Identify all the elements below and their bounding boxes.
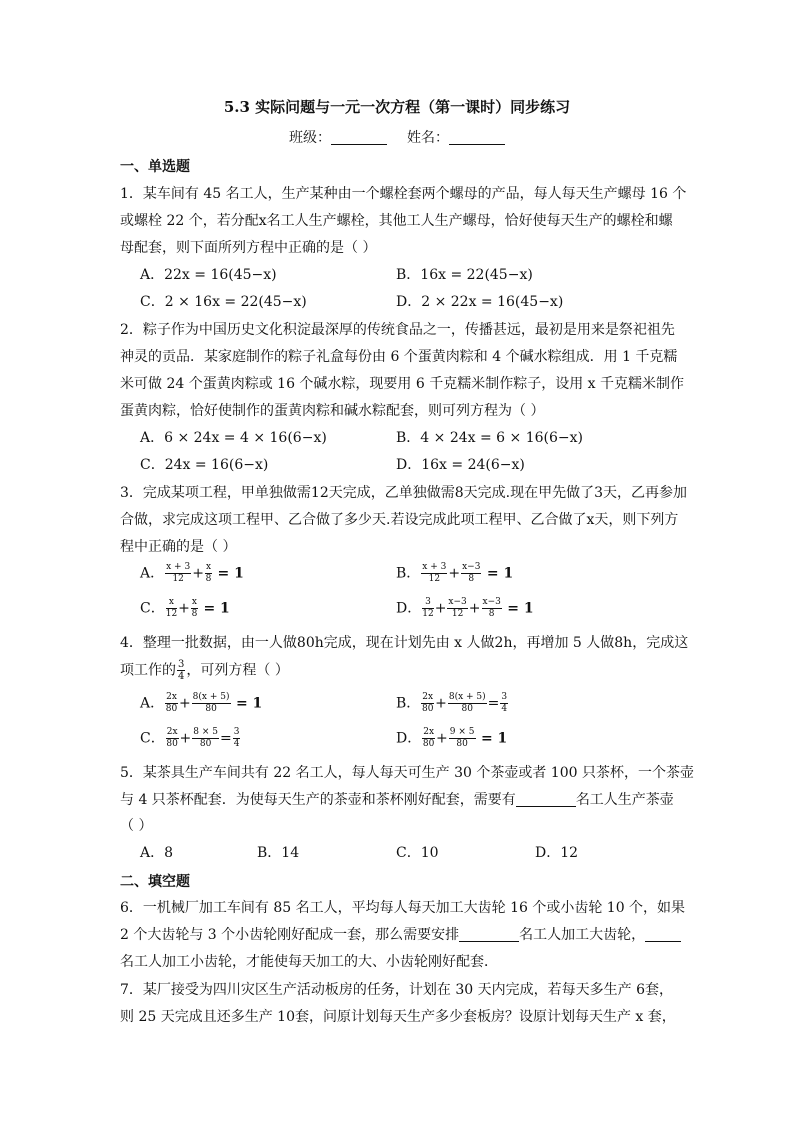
q1-line: 或螺栓 22 个，若分配x名工人生产螺栓，其他工人生产螺母，恰好使每天生产的螺栓和螺	[120, 213, 673, 229]
fraction: $\frac{8(x + 5)}{80}$	[192, 692, 230, 714]
q2-line: 蛋黄肉粽，恰好使制作的蛋黄肉粽和碱水粽配套，则可列方程为（ ）	[120, 403, 545, 419]
q4-option-d[interactable]: D． $\frac{2x}{80}$ + $\frac{9 \times 5}{80}$ = 1	[396, 727, 508, 749]
class-blank[interactable]	[331, 130, 387, 145]
q3-line: 合做，求完成这项工程甲、乙合做了多少天.若设完成此项工程甲、乙合做了x天，则下列方	[120, 512, 679, 528]
option-label: D．	[396, 600, 422, 617]
q3-option-a[interactable]: A． $\frac{x + 3}{12}$ + $\frac{x}{8}$ = 1	[140, 562, 244, 584]
fraction: $\frac{3}{4}$	[233, 727, 240, 749]
q3-option-d[interactable]: D． $\frac{3}{12}$ + $\frac{x-3}{12}$ + $\frac{x-3}{8}$ = 1	[396, 597, 534, 619]
section-single-choice: 一、单选题	[120, 159, 190, 175]
q1-option-b[interactable]: B．16x = 22(45−x)	[396, 267, 533, 283]
fraction: $\frac{x}{12}$	[165, 597, 178, 619]
q1-option-c[interactable]: C．2 × 16x = 22(45−x)	[140, 294, 307, 310]
fraction: $\frac{3}{12}$	[422, 597, 434, 619]
option-label: C．	[140, 730, 165, 747]
q3-option-b[interactable]: B． $\frac{x + 3}{12}$ + $\frac{x-3}{8}$ = 1	[396, 562, 514, 584]
q1-line: 1．某车间有 45 名工人，生产某种由一个螺栓套两个螺母的产品，每人每天生产螺母 16 个	[120, 186, 687, 202]
q5-option-d[interactable]: D．12	[535, 845, 579, 861]
q2-option-a[interactable]: A．6 × 24x = 4 × 16(6−x)	[140, 430, 327, 446]
q4-line: 4．整理一批数据，由一人做80h完成，现在计划先由 x 人做2h，再增加 5 人做8h，完成这	[120, 635, 689, 651]
q3-line: 3．完成某项工程，甲单独做需12天完成，乙单独做需8天完成.现在甲先做了3天，乙再参加	[120, 485, 687, 501]
q3-line: 程中正确的是（ ）	[120, 539, 237, 555]
option-label: C．	[140, 600, 165, 617]
fraction: $\frac{2x}{80}$	[422, 727, 435, 749]
fraction: $\frac{3}{4}$	[501, 692, 508, 714]
q2-line: 2．粽子作为中国历史文化积淀最深厚的传统食品之一，传播甚远，最初是用来是祭祀祖先	[120, 322, 675, 338]
q4-option-a[interactable]: A． $\frac{2x}{80}$ + $\frac{8(x + 5)}{80}$ = 1	[140, 692, 263, 714]
fraction: $\frac{x-3}{12}$	[448, 597, 467, 619]
q5-option-c[interactable]: C．10	[396, 845, 439, 861]
option-label: A．	[140, 695, 165, 712]
fraction: $\frac{x + 3}{12}$	[166, 562, 191, 584]
answer-blank[interactable]	[645, 927, 681, 942]
page-title: 5.3 实际问题与一元一次方程（第一课时）同步练习	[223, 98, 571, 116]
option-label: D．	[396, 730, 422, 747]
fraction: $\frac{x-3}{8}$	[482, 597, 501, 619]
option-label: B．	[396, 565, 421, 582]
q5-line: 5．某茶具生产车间共有 22 名工人，每人每天可生产 30 个茶壶或者 100 只茶杯，一个茶壶	[120, 765, 694, 781]
q2-option-b[interactable]: B．4 × 24x = 6 × 16(6−x)	[396, 430, 583, 446]
q2-option-d[interactable]: D．16x = 24(6−x)	[396, 457, 525, 473]
fraction: $\frac{2x}{80}$	[165, 692, 178, 714]
q1-option-d[interactable]: D．2 × 22x = 16(45−x)	[396, 294, 564, 310]
class-name-line	[0, 127, 794, 147]
fraction: $\frac{x-3}{8}$	[462, 562, 481, 584]
q5-option-a[interactable]: A．8	[140, 845, 174, 861]
q5-option-b[interactable]: B．14	[257, 845, 300, 861]
fraction: $\frac{x}{8}$	[191, 597, 198, 619]
fraction: $\frac{9 \times 5}{80}$	[449, 727, 475, 749]
q4-option-b[interactable]: B． $\frac{2x}{80}$ + $\frac{8(x + 5)}{80}$ = $\frac{3}{4}$	[396, 692, 508, 714]
fraction: $\frac{8 \times 5}{80}$	[193, 727, 218, 749]
q2-option-c[interactable]: C．24x = 16(6−x)	[140, 457, 269, 473]
q1-option-a[interactable]: A．22x = 16(45−x)	[140, 267, 277, 283]
q5-line: 与 4 只茶杯配套．为使每天生产的茶壶和茶杯刚好配套，需要有 名工人生产茶壶	[120, 792, 674, 808]
q6-line: 2 个大齿轮与 3 个小齿轮刚好配成一套，那么需要安排 名工人加工大齿轮，	[120, 924, 680, 944]
q6-line: 名工人加工小齿轮，才能使每天加工的大、小齿轮刚好配套．	[120, 954, 498, 970]
fraction: $\frac{8(x + 5)}{80}$	[448, 692, 486, 714]
q5-line: （ ）	[120, 818, 153, 834]
q2-line: 神灵的贡品．某家庭制作的粽子礼盒每份由 6 个蛋黄肉粽和 4 个碱水粽组成．用 1 千克糯	[120, 349, 678, 365]
fraction: $\frac{2x}{80}$	[421, 692, 434, 714]
fraction: $\frac{x}{8}$	[205, 562, 212, 584]
answer-blank[interactable]	[459, 927, 519, 942]
fraction: $\frac{2x}{80}$	[166, 727, 178, 749]
q4-line: 项工作的 $\frac{3}{4}$ ，可列方程（ ）	[120, 659, 289, 682]
name-blank[interactable]	[449, 130, 505, 145]
fraction: $\frac{3}{4}$	[178, 659, 185, 682]
q1-line: 母配套，则下面所列方程中正确的是（ ）	[120, 240, 377, 256]
q7-line: 则 25 天完成且还多生产 10套，问原计划每天生产多少套板房？设原计划每天生产 x 套，	[120, 1009, 676, 1025]
fraction: $\frac{x + 3}{12}$	[422, 562, 447, 584]
section-fill-blank: 二、填空题	[120, 874, 190, 890]
q4-option-c[interactable]: C． $\frac{2x}{80}$ + $\frac{8 \times 5}{80}$ = $\frac{3}{4}$	[140, 727, 240, 749]
answer-blank[interactable]	[516, 792, 576, 807]
class-label: 班级：	[289, 130, 331, 146]
q6-line: 6．一机械厂加工车间有 85 名工人，平均每人每天加工大齿轮 16 个或小齿轮 10 个，如果	[120, 900, 686, 916]
q7-line: 7．某厂接受为四川灾区生产活动板房的任务，计划在 30 天内完成，若每天多生产 6套，	[120, 982, 673, 998]
name-label: 姓名：	[407, 130, 449, 146]
option-label: B．	[396, 695, 421, 712]
option-label: A．	[140, 565, 165, 582]
q2-line: 米可做 24 个蛋黄肉粽或 16 个碱水粽，现要用 6 千克糯米制作粽子，设用 x 千克糯米制作	[120, 376, 685, 392]
q3-option-c[interactable]: C． $\frac{x}{12}$ + $\frac{x}{8}$ = 1	[140, 597, 230, 619]
